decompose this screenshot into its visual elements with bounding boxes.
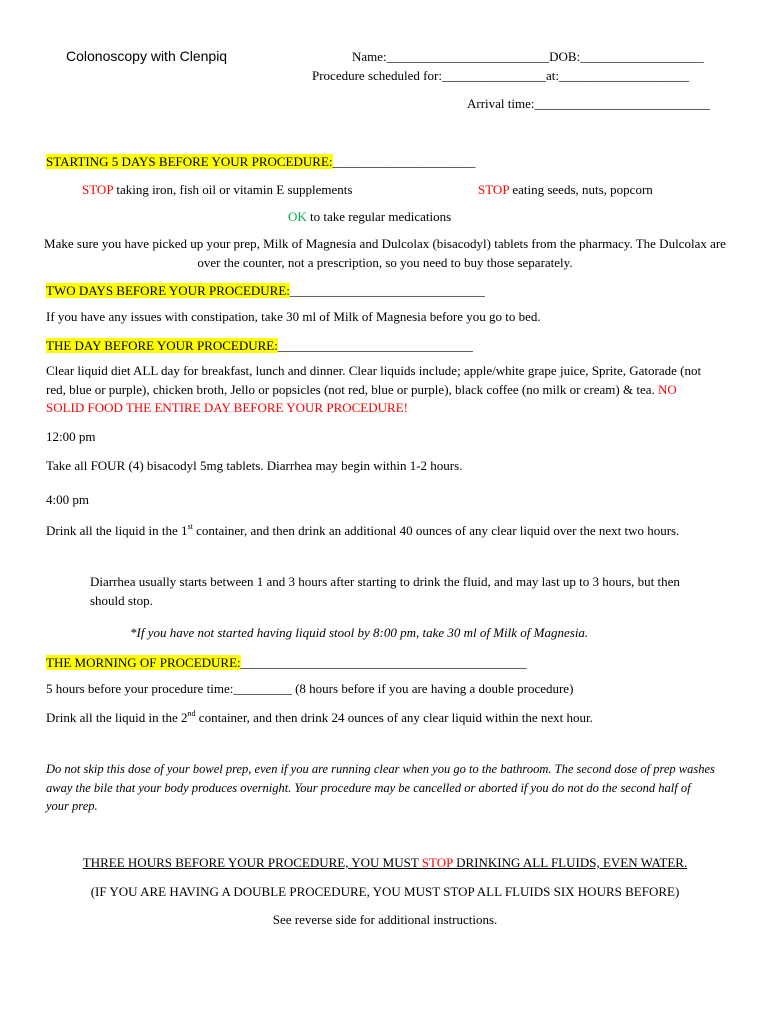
section-day-before-line: ______________________________ [277,338,473,353]
time-4pm: 4:00 pm [46,492,89,507]
constipation-paragraph: If you have any issues with constipation, take 30 ml of Milk of Magnesia before you go to bed. [46,309,541,324]
stop-seeds-line [478,182,653,198]
at-field[interactable]: ____________________ [558,68,689,83]
section-2-days-line: ______________________________ [289,283,485,298]
schedule-row [312,68,689,84]
section-5-days-title: STARTING 5 DAYS BEFORE YOUR PROCEDURE: [46,154,333,169]
ordinal-st: st [187,522,193,531]
ok-medications-text: to take regular medications [306,209,452,224]
do-not-skip-paragraph: Do not skip this dose of your bowel prep, even if you are running clear when you go to the bathroom. The second dose of prep washes away the bile that your body produces overnight. Your procedure may be cancelled or aborted if you do not do the second half of your prep. [46,762,715,813]
stop-seeds-text: eating seeds, nuts, popcorn [509,182,653,197]
ok-medications-line [288,209,451,225]
reverse-side-note: See reverse side for additional instructions. [272,912,498,927]
stop-iron-text: taking iron, fish oil or vitamin E supplements [113,182,353,197]
section-morning-title: THE MORNING OF PROCEDURE: [46,655,241,670]
arrival-field[interactable]: ___________________________ [534,96,711,111]
document-title: Colonoscopy with Clenpiq [66,48,228,64]
section-morning-heading [46,655,527,671]
at-label: at: [545,68,559,83]
double-procedure-note: (IF YOU ARE HAVING A DOUBLE PROCEDURE, YOU MUST STOP ALL FLUIDS SIX HOURS BEFORE) [90,884,680,899]
section-5-days-heading [46,154,476,170]
name-label: Name: [352,49,387,64]
arrival-label: Arrival time: [467,96,535,111]
three-hours-warning [0,855,770,871]
first-container-text: Drink all the liquid in the 1 [46,523,188,538]
diarrhea-paragraph: Diarrhea usually starts between 1 and 3 hours after starting to drink the fluid, and may last up to 3 hours, but then should stop. [90,574,680,608]
prep-pickup-paragraph: Make sure you have picked up your prep, Milk of Magnesia and Dulcolax (bisacodyl) tablets from the pharmacy. The Dulcolax are over the counter, not a prescription, so you need to buy those separately. [44,236,726,270]
second-container-text-rest: container, and then drink 24 ounces of any clear liquid within the next hour. [195,710,593,725]
time-12pm: 12:00 pm [46,429,96,444]
stop-word: STOP [82,182,114,197]
name-dob-row [352,49,704,65]
scheduled-field[interactable]: ________________ [441,68,546,83]
ordinal-nd: nd [187,709,196,718]
second-container-line [46,710,593,726]
section-day-before-title: THE DAY BEFORE YOUR PROCEDURE: [46,338,278,353]
name-field[interactable]: _________________________ [386,49,550,64]
no-solid-food-warning: NO SOLID FOOD THE ENTIRE DAY BEFORE YOUR PROCEDURE! [46,381,677,415]
three-hours-text: THREE HOURS BEFORE YOUR PROCEDURE, YOU MUST [82,855,422,870]
second-container-text: Drink all the liquid in the 2 [46,710,188,725]
first-container-text-rest: container, and then drink an additional 40 ounces of any clear liquid over the next two hours. [192,523,680,538]
bisacodyl-instruction: Take all FOUR (4) bisacodyl 5mg tablets. Diarrhea may begin within 1-2 hours. [46,458,463,473]
section-day-before-heading [46,338,473,354]
section-2-days-heading [46,283,485,299]
five-hours-line: 5 hours before your procedure time:_________ (8 hours before if you are having a double procedure) [46,681,574,696]
section-5-days-line: ______________________ [332,154,476,169]
three-hours-stop-word: STOP [421,855,453,870]
clear-liquid-paragraph [46,362,716,418]
section-2-days-title: TWO DAYS BEFORE YOUR PROCEDURE: [46,283,290,298]
ok-word: OK [288,209,307,224]
three-hours-text-rest: DRINKING ALL FLUIDS, EVEN WATER. [452,855,688,870]
clear-liquid-text: Clear liquid diet ALL day for breakfast, lunch and dinner. Clear liquids include; apple/white grape juice, Sprite, Gatorade (not red, blue or purple), chicken broth, Jello or popsicles (not red, blue or purple), black coffee (no milk or cream) & tea. [46,363,702,397]
milk-of-magnesia-note: *If you have not started having liquid stool by 8:00 pm, take 30 ml of Milk of Magnesia. [130,625,589,640]
dob-label: DOB: [549,49,581,64]
stop-iron-line [82,182,352,198]
arrival-row [467,96,710,112]
dob-field[interactable]: ___________________ [580,49,704,64]
first-container-paragraph [46,522,716,541]
section-morning-line: ____________________________________________ [240,655,527,670]
scheduled-label: Procedure scheduled for: [312,68,442,83]
stop-word: STOP [478,182,510,197]
